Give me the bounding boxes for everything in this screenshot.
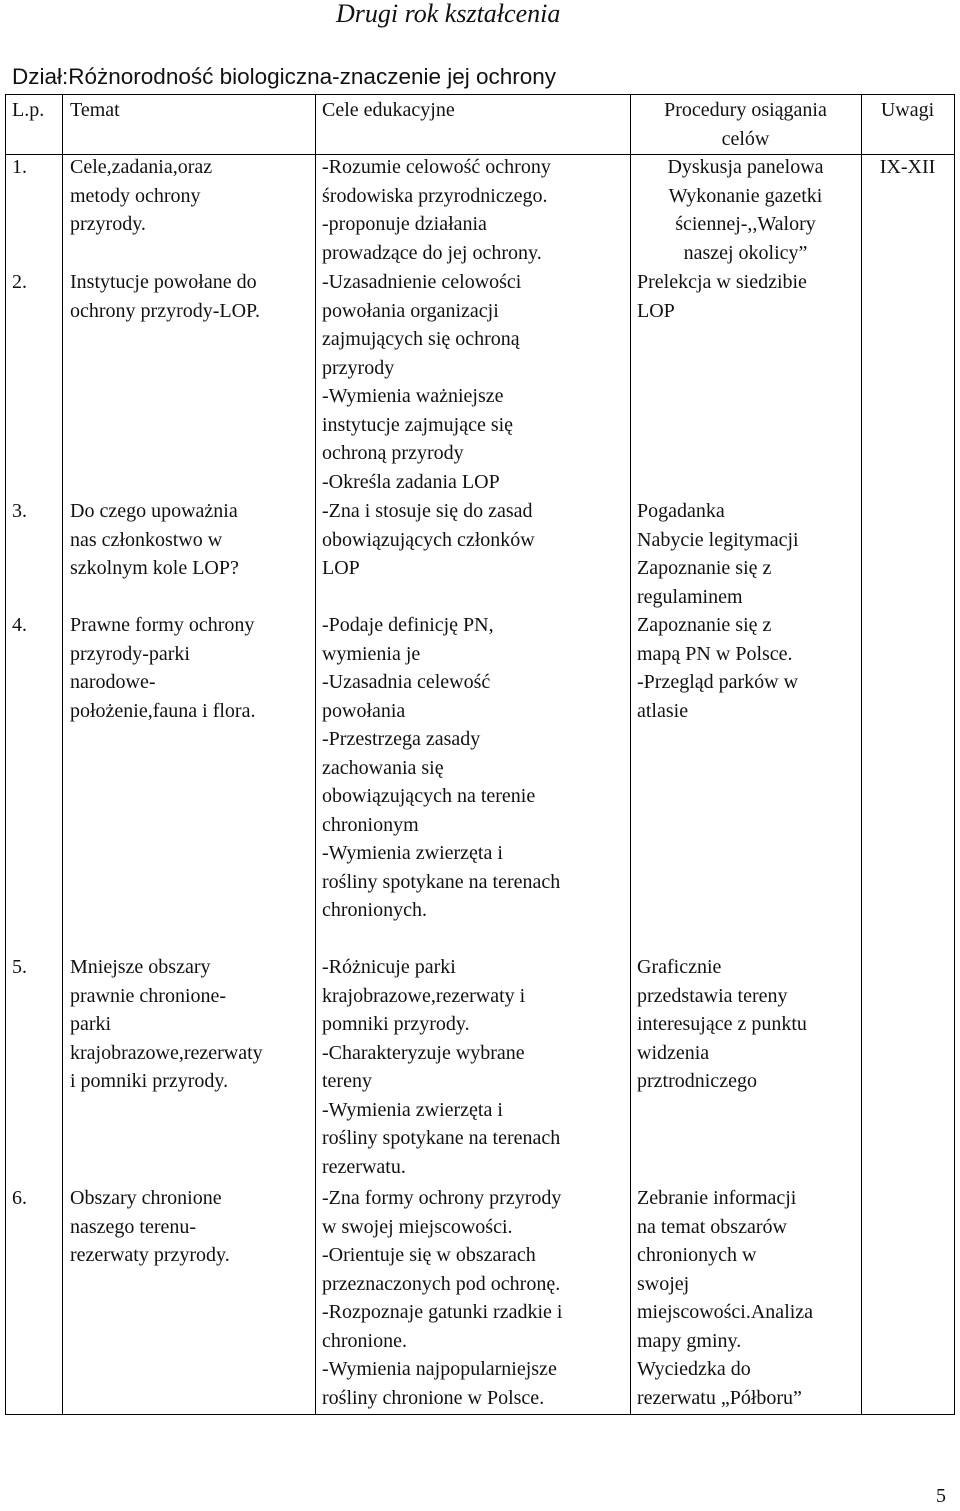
- row-goal-line: przeznaczonych pod ochronę.: [322, 1272, 561, 1295]
- table-border-top: [5, 94, 954, 95]
- header-procedures: Procedury osiągania: [664, 99, 827, 121]
- row-goal-line: -Wymienia najpopularniejsze: [322, 1358, 557, 1380]
- row-goal-line: -Podaje definicję PN,: [322, 614, 494, 636]
- row-goal-line: -Wymienia ważniejsze: [322, 385, 504, 407]
- row-goal-line: -Wymienia zwierzęta i: [322, 1098, 503, 1121]
- row-goal-line: -Określa zadania LOP: [322, 470, 500, 493]
- header-topic: Temat: [70, 99, 120, 121]
- row-topic-line: Mniejsze obszary: [70, 956, 211, 978]
- row-goal-line: -proponuje działania: [322, 213, 487, 235]
- row-procedure-line: chronionych w: [637, 1244, 757, 1266]
- row-procedure-line: Pogadanka: [637, 500, 725, 522]
- row-topic-line: położenie,fauna i flora.: [70, 699, 256, 722]
- row-procedure-line: Graficznie: [637, 956, 722, 978]
- row-topic-line: przyrody-parki: [70, 642, 190, 665]
- row-topic-line: i pomniki przyrody.: [70, 1070, 229, 1092]
- row-number: 1.: [12, 156, 27, 178]
- row-goal-line: -Charakteryzuje wybrane: [322, 1041, 525, 1064]
- row-goal-line: -Przestrzega zasady: [322, 728, 481, 750]
- row-procedure-line: Zebranie informacji: [637, 1187, 797, 1209]
- row-goal-line: zachowania się: [322, 756, 444, 779]
- row-procedure-line: ściennej-,,Walory: [675, 213, 816, 235]
- row-goal-line: instytucje zajmujące się: [322, 413, 514, 436]
- row-procedure-line: swojej: [637, 1272, 690, 1295]
- row-goal-line: powołania: [322, 699, 406, 722]
- row-goal-line: LOP: [322, 557, 360, 579]
- row-procedure-line: atlasie: [637, 699, 689, 722]
- row-goal-line: wymienia je: [322, 642, 421, 665]
- header-lp: L.p.: [12, 99, 45, 121]
- column-divider-2: [315, 94, 316, 1414]
- row-procedure-line: interesujące z punktu: [637, 1013, 807, 1035]
- row-topic-line: rezerwaty przyrody.: [70, 1244, 230, 1266]
- row-procedure-line: miejscowości.Analiza: [637, 1301, 814, 1323]
- row-topic-line: Obszary chronione: [70, 1187, 222, 1209]
- row-goal-line: powołania organizacji: [322, 299, 499, 322]
- row-goal-line: krajobrazowe,rezerwaty i: [322, 984, 526, 1007]
- row-goal-line: ochroną przyrody: [322, 442, 464, 464]
- row-topic-line: Instytucje powołane do: [70, 271, 257, 293]
- row-goal-line: -Uzasadnia celewość: [322, 671, 491, 693]
- row-goal-line: tereny: [322, 1070, 372, 1092]
- row-procedure-line: rezerwatu „Półboru”: [637, 1386, 802, 1409]
- row-notes: IX-XII: [879, 156, 936, 178]
- row-topic-line: nas członkostwo w: [70, 528, 223, 551]
- row-topic-line: Do czego upoważnia: [70, 500, 238, 522]
- row-goal-line: -Rozpoznaje gatunki rzadkie i: [322, 1301, 563, 1323]
- row-procedure-line: naszej okolicy”: [683, 241, 808, 264]
- row-procedure-line: przedstawia tereny: [637, 984, 788, 1007]
- row-goal-line: środowiska przyrodniczego.: [322, 184, 548, 207]
- row-topic-line: szkolnym kole LOP?: [70, 557, 239, 579]
- row-procedure-line: mapy gminy.: [637, 1329, 742, 1352]
- row-procedure-line: widzenia: [637, 1041, 710, 1064]
- row-procedure-line: mapą PN w Polsce.: [637, 642, 793, 665]
- column-divider-3: [630, 94, 631, 1414]
- row-number: 5.: [12, 956, 27, 978]
- header-procedures-line2: celów: [721, 127, 770, 150]
- row-procedure-line: Nabycie legitymacji: [637, 528, 799, 551]
- row-goal-line: -Rozumie celowość ochrony: [322, 156, 551, 178]
- row-goal-line: prowadzące do jej ochrony.: [322, 241, 542, 264]
- row-topic-line: Prawne formy ochrony: [70, 614, 255, 636]
- row-procedure-line: prztrodniczego: [637, 1070, 757, 1092]
- row-number: 4.: [12, 614, 27, 636]
- row-goal-line: rośliny spotykane na terenach: [322, 1127, 561, 1149]
- table-border-left: [5, 94, 6, 1414]
- row-goal-line: zajmujących się ochroną: [322, 328, 520, 350]
- row-procedure-line: regulaminem: [637, 585, 743, 608]
- row-procedure-line: Zapoznanie się z: [637, 557, 772, 579]
- row-topic-line: przyrody.: [70, 213, 146, 235]
- row-topic-line: metody ochrony: [70, 184, 201, 207]
- row-goal-line: -Zna formy ochrony przyrody: [322, 1187, 562, 1209]
- row-number: 6.: [12, 1187, 27, 1209]
- section-heading: Dział:Różnorodność biologiczna-znaczenie jej ochrony: [12, 64, 557, 89]
- row-goal-line: -Uzasadnienie celowości: [322, 271, 522, 293]
- row-goal-line: chronionych.: [322, 899, 427, 921]
- row-goal-line: -Różnicuje parki: [322, 956, 456, 978]
- row-goal-line: chronionym: [322, 813, 419, 836]
- column-divider-1: [62, 94, 63, 1414]
- row-goal-line: chronione.: [322, 1329, 407, 1352]
- row-procedure-line: na temat obszarów: [637, 1215, 787, 1238]
- row-topic-line: krajobrazowe,rezerwaty: [70, 1041, 263, 1064]
- page-title: Drugi rok kształcenia: [336, 0, 561, 28]
- row-procedure-line: LOP: [637, 299, 675, 322]
- row-goal-line: rośliny chronione w Polsce.: [322, 1386, 545, 1409]
- row-topic-line: ochrony przyrody-LOP.: [70, 299, 260, 322]
- row-topic-line: naszego terenu-: [70, 1215, 197, 1238]
- row-number: 2.: [12, 271, 27, 293]
- table-border-bottom: [5, 1414, 955, 1415]
- table-border-right: [954, 94, 955, 1414]
- header-goals: Cele edukacyjne: [322, 99, 455, 121]
- row-topic-line: Cele,zadania,oraz: [70, 156, 213, 178]
- row-number: 3.: [12, 500, 27, 522]
- row-topic-line: prawnie chronione-: [70, 984, 227, 1007]
- row-goal-line: przyrody: [322, 356, 395, 379]
- row-goal-line: obowiązujących członków: [322, 528, 535, 551]
- row-procedure-line: Wyciedzka do: [637, 1358, 751, 1380]
- row-topic-line: parki: [70, 1013, 112, 1035]
- page-number: 5: [936, 1485, 946, 1507]
- row-goal-line: obowiązujących na terenie: [322, 785, 536, 807]
- row-procedure-line: -Przegląd parków w: [637, 671, 799, 693]
- row-goal-line: rośliny spotykane na terenach: [322, 870, 561, 893]
- row-goal-line: rezerwatu.: [322, 1155, 406, 1178]
- row-goal-line: pomniki przyrody.: [322, 1013, 470, 1035]
- row-procedure-line: Prelekcja w siedzibie: [637, 271, 807, 293]
- header-notes: Uwagi: [880, 99, 935, 121]
- row-topic-line: narodowe-: [70, 671, 156, 693]
- row-procedure-line: Wykonanie gazetki: [668, 184, 823, 207]
- row-procedure-line: Zapoznanie się z: [637, 614, 772, 636]
- row-goal-line: -Orientuje się w obszarach: [322, 1244, 536, 1266]
- row-procedure-line: Dyskusja panelowa: [667, 156, 824, 178]
- row-goal-line: -Zna i stosuje się do zasad: [322, 500, 533, 522]
- row-goal-line: -Wymienia zwierzęta i: [322, 842, 503, 864]
- row-goal-line: w swojej miejscowości.: [322, 1215, 513, 1238]
- column-divider-4: [861, 94, 862, 1414]
